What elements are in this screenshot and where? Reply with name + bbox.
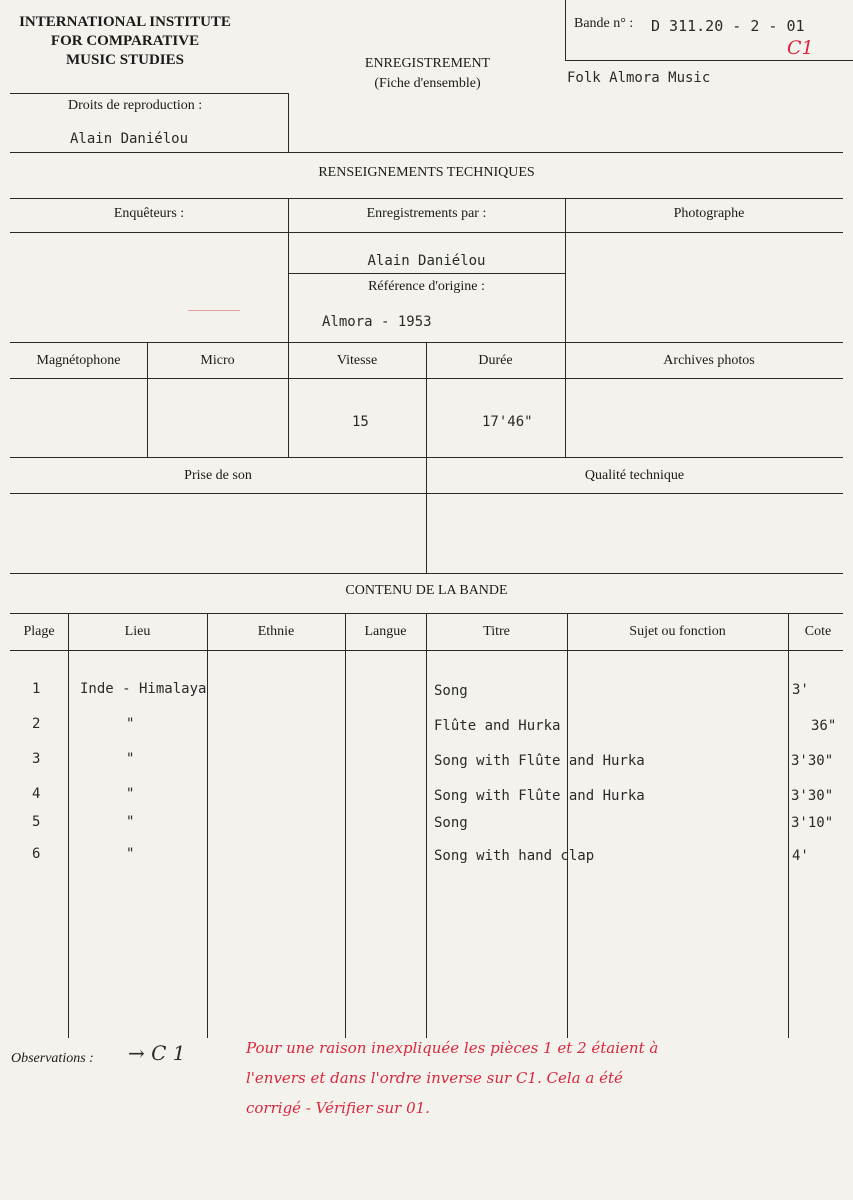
col-divider <box>567 613 568 1038</box>
red-mark <box>188 310 240 311</box>
rule <box>10 573 843 574</box>
rule <box>288 273 565 274</box>
row-5-titre: Song <box>434 815 468 831</box>
col-header-cote: Cote <box>804 624 832 639</box>
rule <box>10 650 843 651</box>
rule <box>10 232 843 233</box>
qualite-label: Qualité technique <box>584 468 685 483</box>
bande-number: D 311.20 - 2 - 01 <box>651 17 805 35</box>
droits-box-top <box>10 93 288 94</box>
row-6-cote: 4' <box>792 848 809 864</box>
bande-box-left <box>565 0 566 60</box>
reference-label: Référence d'origine : <box>368 279 485 294</box>
prise-label: Prise de son <box>184 468 252 483</box>
enregistrements-label: Enregistrements par : <box>366 206 487 221</box>
row-4-titre: Song with Flûte and Hurka <box>434 788 645 804</box>
vitesse-label: Vitesse <box>336 353 378 368</box>
row-2-cote: 36" <box>811 718 837 734</box>
institute-name <box>10 13 240 70</box>
row-6-titre: Song with hand clap <box>434 848 595 864</box>
rule <box>10 152 843 153</box>
row-1-cote: 3' <box>792 682 809 698</box>
rule <box>10 378 843 379</box>
row-5-cote: 3'10" <box>791 815 834 831</box>
institute-line1: INTERNATIONAL INSTITUTE <box>19 14 231 30</box>
row-1-titre: Song <box>434 683 468 699</box>
row-1-lieu: Inde - Himalaya <box>80 681 207 697</box>
duree-label: Durée <box>478 353 513 368</box>
rule <box>10 493 843 494</box>
droits-value: Alain Daniélou <box>70 131 189 147</box>
row-4-plage: 4 <box>32 786 41 802</box>
note-line-1: Pour une raison inexpliquée les pièces 1 et 2 étaient à <box>246 1039 659 1057</box>
col-header-langue: Langue <box>364 624 407 639</box>
row-5-plage: 5 <box>32 814 41 830</box>
row-3-titre: Song with Flûte and Hurka <box>434 753 645 769</box>
institute-line2: FOR COMPARATIVE <box>50 33 200 49</box>
reference-value: Almora - 1953 <box>322 314 432 330</box>
bande-box-bottom <box>565 60 853 61</box>
droits-box-right <box>288 93 289 152</box>
row-6-plage: 6 <box>32 846 41 862</box>
row-3-cote: 3'30" <box>791 753 834 769</box>
col-divider <box>207 613 208 1038</box>
observations-label: Observations : <box>11 1051 94 1066</box>
col-divider <box>426 613 427 1038</box>
contenu-heading: CONTENU DE LA BANDE <box>345 583 508 598</box>
col-header-lieu: Lieu <box>124 624 151 639</box>
row-3-plage: 3 <box>32 751 41 767</box>
col-header-plage: Plage <box>23 624 55 639</box>
duree-value: 17'46" <box>482 414 533 430</box>
form-title-main: ENREGISTREMENT <box>364 56 491 71</box>
row-1-plage: 1 <box>32 681 41 697</box>
enregistrements-value: Alain Daniélou <box>367 253 486 269</box>
row-5-lieu: " <box>126 814 135 830</box>
micro-label: Micro <box>200 353 235 368</box>
droits-label: Droits de reproduction : <box>68 98 203 113</box>
rule <box>10 198 843 199</box>
bande-title: Folk Almora Music <box>567 70 711 86</box>
form-title <box>340 54 515 94</box>
vitesse-value: 15 <box>352 414 369 430</box>
bande-handwritten: C1 <box>787 37 814 59</box>
row-6-lieu: " <box>126 846 135 862</box>
row-4-cote: 3'30" <box>791 788 834 804</box>
bande-label: Bande n° : <box>574 16 634 31</box>
row-2-plage: 2 <box>32 716 41 732</box>
observations-arrow: → C 1 <box>128 1041 186 1065</box>
col-divider <box>345 613 346 1038</box>
tech-heading: RENSEIGNEMENTS TECHNIQUES <box>318 165 535 180</box>
form-title-sub: (Fiche d'ensemble) <box>374 76 481 91</box>
col-divider <box>788 613 789 1038</box>
col-header-titre: Titre <box>483 624 510 639</box>
archives-label: Archives photos <box>663 353 755 368</box>
enqueteurs-label: Enquêteurs : <box>113 206 185 221</box>
note-line-3: corrigé - Vérifier sur 01. <box>246 1099 430 1117</box>
magnetophone-label: Magnétophone <box>36 353 121 368</box>
institute-line3: MUSIC STUDIES <box>66 52 184 68</box>
row-4-lieu: " <box>126 786 135 802</box>
note-line-2: l'envers et dans l'ordre inverse sur C1. Cela a été <box>246 1069 623 1087</box>
row-3-lieu: " <box>126 751 135 767</box>
col-divider <box>68 613 69 1038</box>
observations-note <box>246 1033 846 1123</box>
photographe-label: Photographe <box>673 206 745 221</box>
row-2-lieu: " <box>126 716 135 732</box>
row-2-titre: Flûte and Hurka <box>434 718 561 734</box>
col-header-sujet: Sujet ou fonction <box>629 624 726 639</box>
col-header-ethnie: Ethnie <box>257 624 295 639</box>
